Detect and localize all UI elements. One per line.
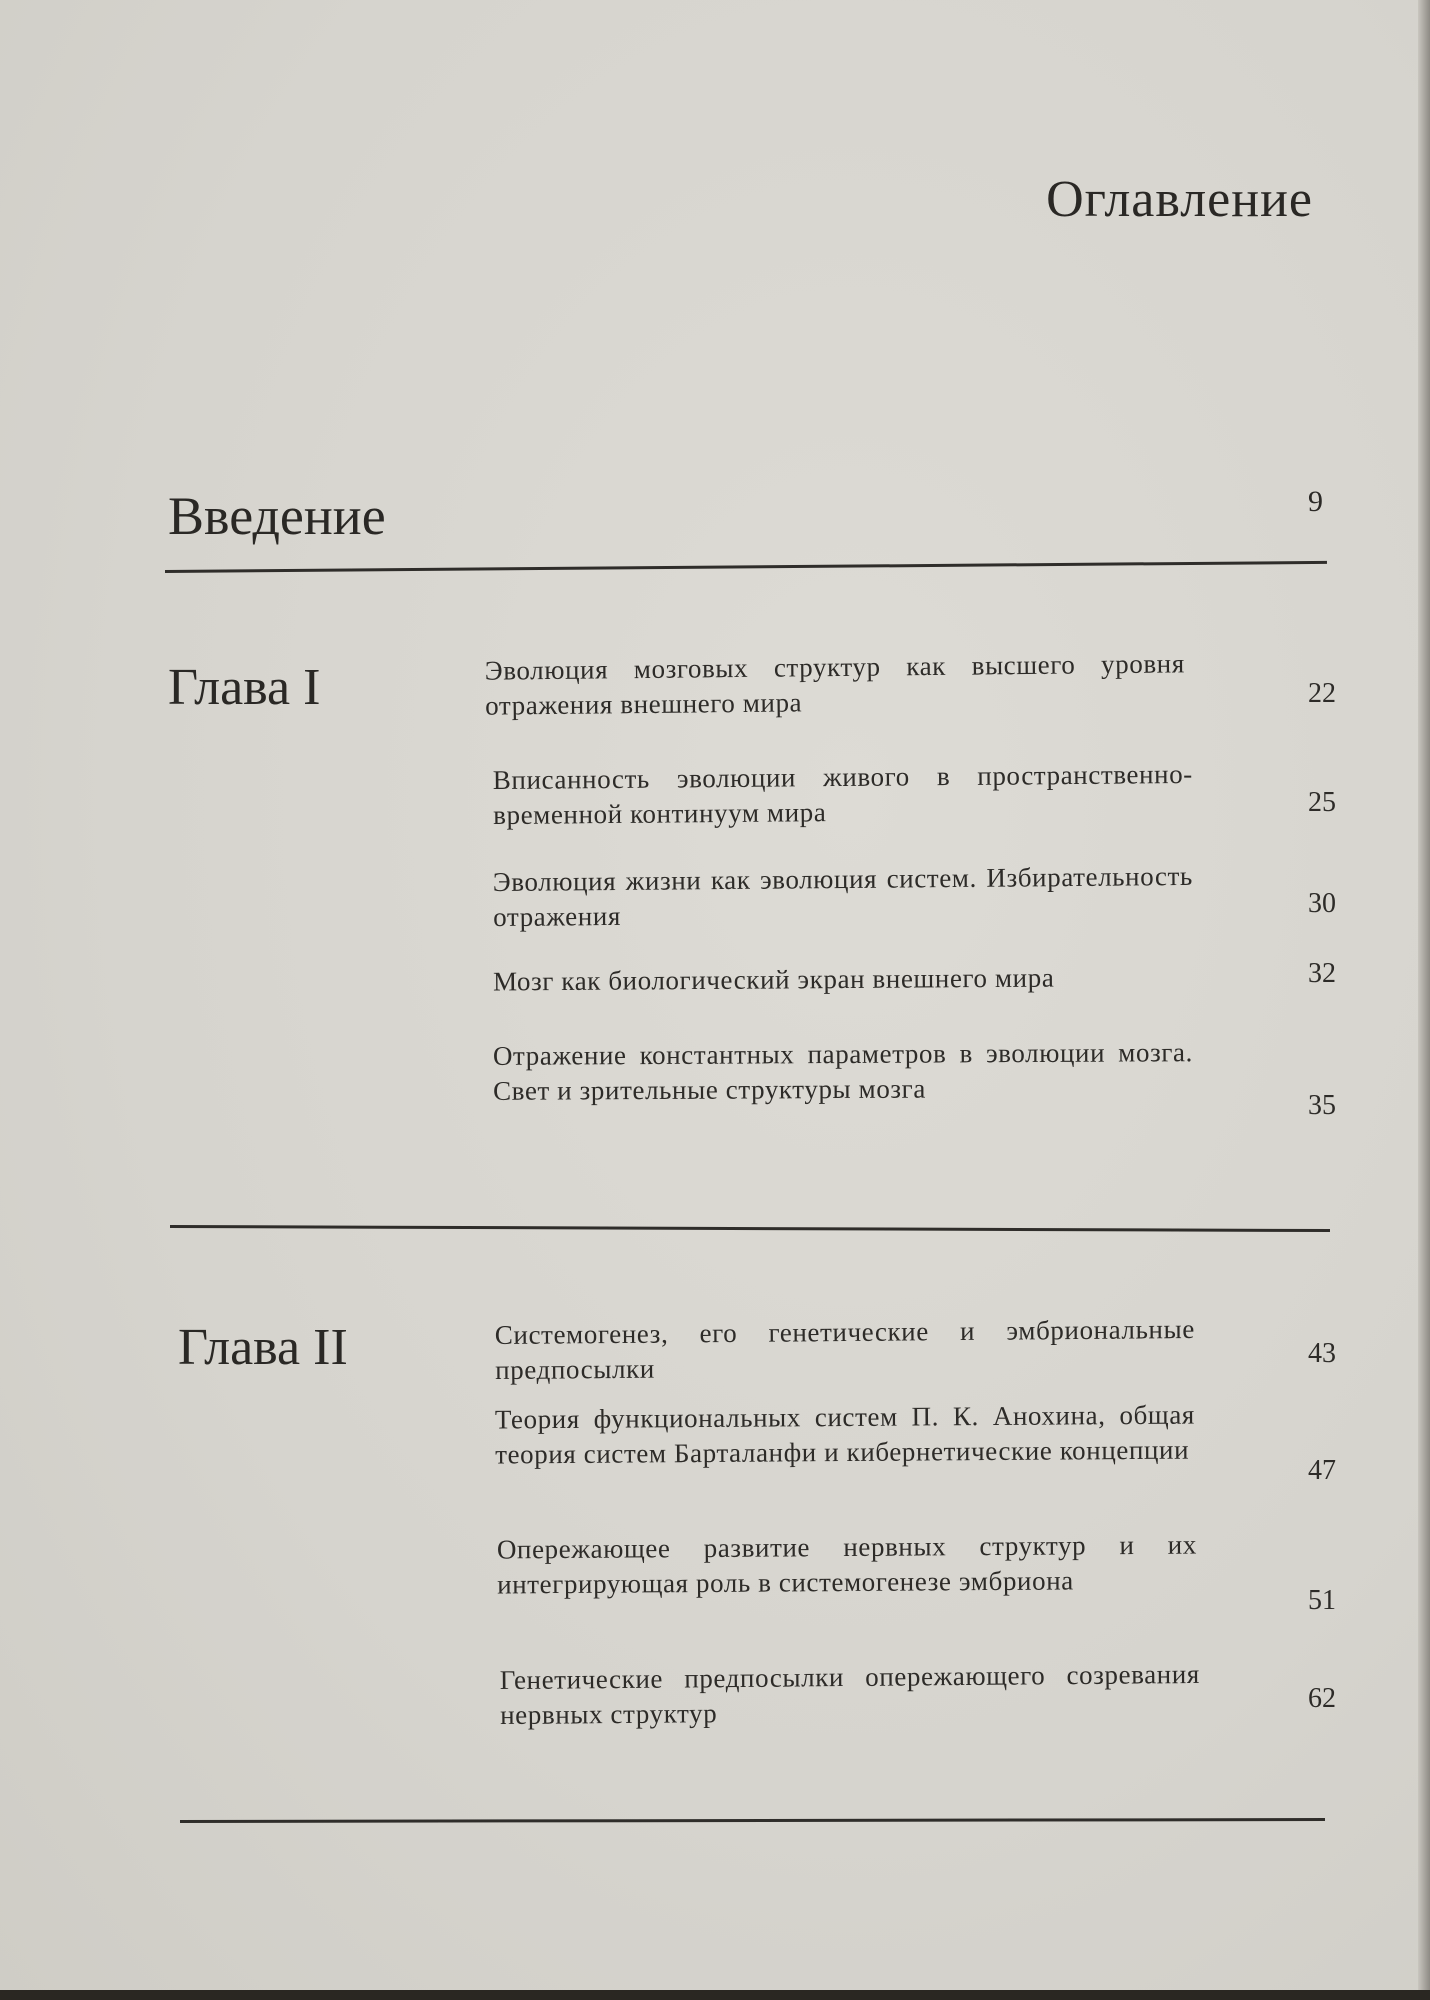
chapter-2-entry-2-page: 47 xyxy=(1308,1455,1336,1486)
chapter-1-entry-5-page: 35 xyxy=(1308,1090,1336,1121)
chapter-1-title: Глава I xyxy=(168,659,321,716)
divider-rule xyxy=(180,1818,1325,1823)
chapter-2-entry-2: Теория функциональных систем П. К. Анохина, общая теория систем Барталанфи и кибернетические концепции xyxy=(494,1399,1195,1470)
chapter-1-entry-2-page: 25 xyxy=(1308,787,1336,818)
introduction-title: Введение xyxy=(168,486,386,546)
chapter-2-entry-1-page: 43 xyxy=(1308,1338,1336,1369)
chapter-1-entry-1-page: 22 xyxy=(1308,678,1336,709)
chapter-1-entry-4-page: 32 xyxy=(1308,958,1336,989)
chapter-1-entry-3: Эволюция жизни как эволюция систем. Избирательность отражения xyxy=(492,860,1193,933)
chapter-1-entry-4: Мозг как биологический экран внешнего мира xyxy=(492,962,1055,997)
chapter-2-entry-3-page: 51 xyxy=(1308,1585,1336,1616)
toc-heading: Оглавление xyxy=(1046,171,1313,228)
divider-rule xyxy=(165,561,1327,573)
chapter-1-entry-2: Вписанность эволюции живого в пространственно-временной континуум мира xyxy=(492,758,1193,831)
chapter-2-entry-1: Системогенез, его генетические и эмбриональные предпосылки xyxy=(494,1313,1195,1386)
chapter-2-title: Глава II xyxy=(178,1319,348,1376)
chapter-2-entry-4: Генетические предпосылки опережающего созревания нервных структур xyxy=(499,1658,1200,1731)
chapter-2-entry-3: Опережающее развитие нервных структур и их интегрирующая роль в системогенезе эмбриона xyxy=(496,1529,1197,1600)
divider-rule xyxy=(170,1225,1330,1232)
background-edge xyxy=(0,1990,1430,2000)
chapter-1-entry-3-page: 30 xyxy=(1308,888,1336,919)
page-edge-shadow xyxy=(1418,0,1430,2000)
introduction-page-number: 9 xyxy=(1308,485,1323,518)
chapter-1-entry-1: Эволюция мозговых структур как высшего уровня отражения внешнего мира xyxy=(484,648,1185,721)
chapter-2-entry-4-page: 62 xyxy=(1308,1683,1336,1714)
chapter-1-entry-5: Отражение константных параметров в эволюции мозга. Свет и зрительные структуры мозга xyxy=(492,1037,1193,1106)
